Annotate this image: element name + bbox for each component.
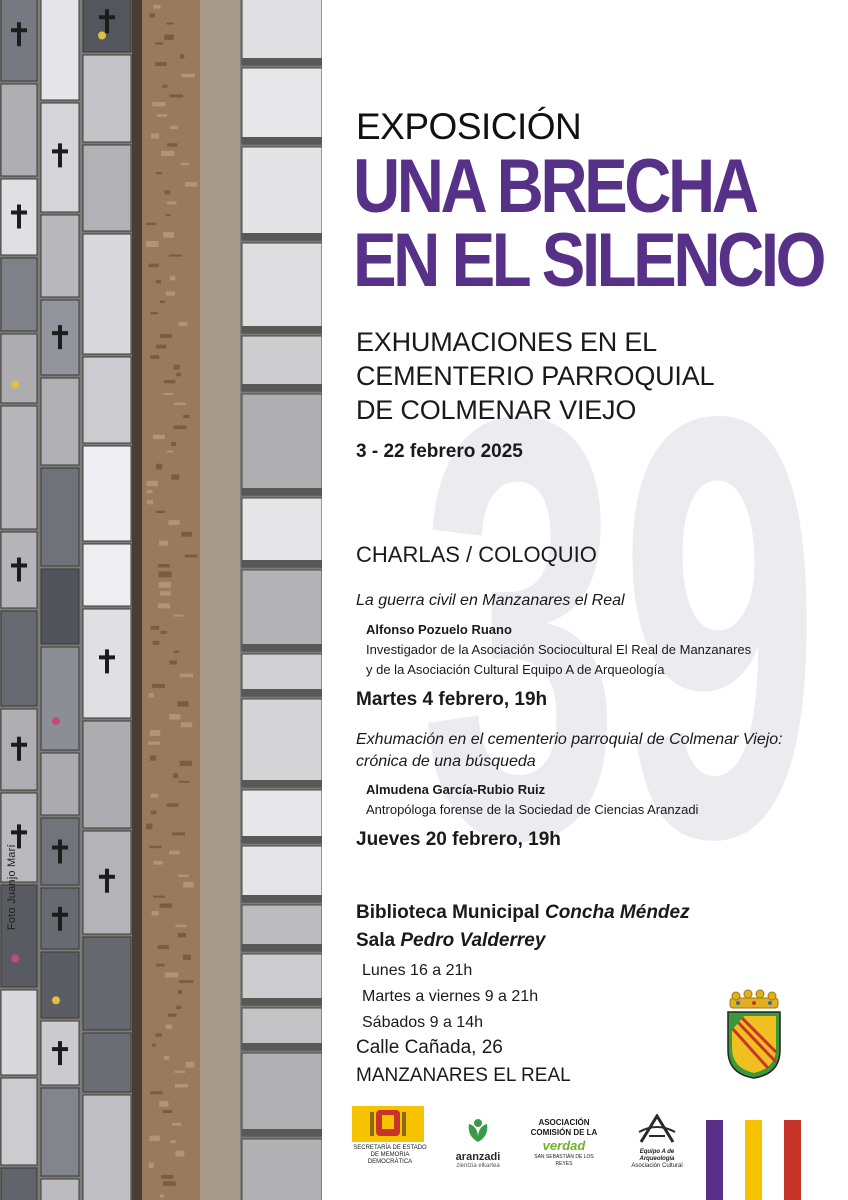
talk-1-date: Martes 4 febrero, 19h	[356, 689, 548, 710]
opening-hours	[362, 958, 538, 1036]
tomb-slab	[83, 55, 131, 142]
soil-texture	[153, 5, 160, 9]
subtitle-line-1: EXHUMACIONES EN EL	[356, 327, 657, 357]
tomb-slab	[83, 937, 131, 1030]
soil-texture	[150, 730, 160, 736]
tomb-slab	[242, 846, 322, 902]
soil-texture	[146, 223, 156, 225]
tomb-edge-shadow	[242, 1043, 322, 1050]
soil-texture	[170, 276, 175, 281]
soil-texture	[174, 403, 186, 405]
venue-room	[356, 930, 545, 952]
talk-1-desc-line-1: Investigador de la Asociación Sociocultural El Real de Manzanares	[366, 642, 752, 657]
soil-texture	[164, 380, 175, 383]
soil-texture	[160, 591, 171, 595]
tomb-slab	[41, 1088, 79, 1176]
soil-texture	[181, 722, 192, 727]
tomb-slab	[41, 468, 79, 566]
soil-texture	[171, 442, 176, 446]
soil-texture	[165, 972, 178, 977]
soil-texture	[153, 896, 165, 898]
soil-texture	[163, 1110, 172, 1113]
soil-texture	[169, 714, 181, 720]
exhibition-subtitle	[356, 325, 714, 427]
soil-texture	[170, 94, 184, 97]
soil-texture	[147, 490, 153, 493]
soil-texture	[178, 875, 189, 877]
soil-texture	[158, 571, 171, 577]
soil-texture	[176, 373, 181, 377]
soil-texture	[160, 631, 167, 634]
tomb-slab	[242, 498, 322, 567]
logo-aranzadi	[448, 1118, 508, 1169]
soil-texture	[149, 693, 154, 698]
tomb-slab	[83, 1095, 131, 1200]
tomb-slab	[41, 215, 79, 297]
tomb-slab	[242, 1053, 322, 1136]
soil-texture	[149, 1163, 154, 1169]
soil-texture	[150, 1091, 163, 1094]
soil-texture	[152, 1044, 156, 1047]
soil-texture	[164, 34, 174, 40]
tricolor-bars	[706, 1120, 802, 1200]
soil-texture	[149, 846, 161, 848]
soil-texture	[167, 451, 173, 453]
tomb-edge-shadow	[242, 944, 322, 951]
soil-texture	[164, 1056, 170, 1060]
soil-texture	[174, 1071, 185, 1073]
soil-texture	[166, 214, 171, 216]
flag-bar-yellow	[745, 1120, 762, 1200]
soil-texture	[160, 1195, 164, 1198]
flowers	[98, 32, 106, 40]
venue-room-name: Pedro Valderrey	[400, 930, 546, 951]
address-town: MANZANARES EL REAL	[356, 1065, 571, 1086]
verdad-line-4: SAN SEBASTIÁN DE LOS REYES	[534, 1154, 594, 1167]
tomb-slab	[83, 544, 131, 606]
soil-texture	[185, 555, 198, 558]
tomb-slab	[41, 0, 79, 100]
tomb-slab	[83, 145, 131, 231]
tomb-edge-shadow	[242, 326, 322, 333]
tomb-slab	[1, 334, 37, 403]
tomb-edge-shadow	[242, 644, 322, 651]
soil-texture	[173, 773, 178, 778]
verdad-line-1: ASOCIACIÓN	[538, 1118, 590, 1127]
soil-texture	[166, 292, 175, 296]
soil-texture	[156, 345, 166, 349]
soil-texture	[160, 334, 171, 338]
soil-texture	[171, 474, 179, 479]
talk-2-date: Jueves 20 febrero, 19h	[356, 829, 561, 850]
soil-texture	[156, 511, 165, 513]
soil-texture	[152, 911, 159, 916]
soil-texture	[175, 1151, 184, 1157]
tomb-slab	[1, 611, 37, 706]
soil-texture	[174, 425, 187, 429]
tomb-slab	[41, 378, 79, 465]
tomb-slab	[1, 84, 37, 176]
tomb-edge-shadow	[242, 689, 322, 696]
venue-library-prefix: Biblioteca Municipal	[356, 902, 545, 923]
soil-texture	[156, 280, 161, 283]
soil-texture	[158, 564, 170, 567]
gov-label-line-2: DE MEMORIA	[370, 1152, 410, 1158]
tomb-slab	[83, 357, 131, 443]
tomb-slab	[242, 790, 322, 843]
title-line-1: UNA BRECHA	[353, 144, 756, 229]
soil-texture	[186, 1062, 195, 1068]
soil-texture	[181, 532, 192, 537]
tomb-slab	[242, 0, 322, 65]
soil-texture	[179, 781, 190, 783]
tomb-edge-shadow	[242, 1129, 322, 1136]
aranzadi-leaf-icon	[463, 1118, 493, 1144]
soil-texture	[160, 301, 165, 304]
soil-texture	[176, 1006, 181, 1009]
talk-2-title	[356, 729, 783, 773]
soil-texture	[181, 163, 189, 165]
soil-texture	[166, 1025, 172, 1029]
flowers	[11, 380, 19, 388]
soil-texture	[173, 651, 179, 653]
talk-2-speaker: Almudena García-Rubio Ruiz	[366, 782, 546, 797]
talk-2-title-line-2: crónica de una búsqueda	[356, 753, 536, 770]
tomb-edge-shadow	[242, 998, 322, 1005]
soil-texture	[155, 42, 163, 44]
soil-texture	[170, 1140, 175, 1143]
tomb-slab	[41, 753, 79, 815]
exhibition-title	[353, 144, 823, 303]
talk-1-title: La guerra civil en Manzanares el Real	[356, 592, 625, 609]
tomb-edge-shadow	[242, 384, 322, 391]
flag-bar-red	[784, 1120, 801, 1200]
soil-texture	[151, 811, 157, 815]
soil-texture	[170, 126, 177, 129]
exhibition-kicker: EXPOSICIÓN	[356, 106, 582, 147]
tomb-slab	[242, 147, 322, 240]
talks-heading: CHARLAS / COLOQUIO	[356, 542, 597, 567]
soil-texture	[183, 415, 189, 418]
soil-texture	[151, 312, 158, 314]
venue-room-prefix: Sala	[356, 930, 401, 951]
soil-texture	[151, 133, 159, 138]
soil-texture	[180, 761, 192, 766]
soil-texture	[162, 85, 167, 88]
talk-1-speaker-desc	[366, 640, 751, 680]
soil-texture	[146, 241, 158, 247]
cemetery-photo-drawing	[0, 0, 322, 1200]
tomb-slab	[83, 234, 131, 354]
verdad-line-3: verdad	[542, 1138, 586, 1153]
soil-texture	[169, 851, 179, 855]
soil-texture	[172, 832, 185, 835]
soil-texture	[183, 955, 191, 960]
soil-texture	[161, 151, 174, 156]
soil-texture	[156, 464, 162, 470]
soil-texture	[159, 541, 168, 546]
aerial-cemetery-photo	[0, 0, 322, 1200]
tomb-edge-shadow	[242, 895, 322, 902]
talk-1-desc-line-2: y de la Asociación Cultural Equipo A de Arqueología	[366, 662, 665, 677]
soil-texture	[159, 582, 171, 588]
soil-texture	[178, 701, 189, 706]
tomb-slab	[41, 1179, 79, 1200]
soil-texture	[167, 803, 179, 806]
soil-texture	[169, 255, 182, 257]
tomb-slab	[242, 954, 322, 1005]
soil-texture	[157, 114, 167, 117]
tomb-edge-shadow	[242, 780, 322, 787]
soil-texture	[170, 661, 177, 665]
title-line-2: EN EL SILENCIO	[353, 218, 823, 303]
soil-texture	[146, 824, 152, 830]
soil-texture	[152, 102, 165, 106]
talk-1-speaker: Alfonso Pozuelo Ruano	[366, 622, 512, 637]
soil-texture	[178, 990, 182, 994]
soil-texture	[147, 481, 158, 486]
hours-line-2: Martes a viernes 9 a 21h	[362, 988, 539, 1005]
exhibition-dates: 3 - 22 febrero 2025	[356, 441, 523, 462]
soil-texture	[150, 355, 159, 359]
soil-texture	[163, 232, 174, 238]
venue-library	[356, 902, 690, 924]
soil-texture	[155, 1033, 161, 1036]
soil-texture	[181, 74, 194, 78]
tomb-slab	[1, 990, 37, 1075]
spain-shield-icon	[352, 1106, 424, 1142]
soil-texture	[150, 756, 156, 761]
soil-texture	[175, 925, 186, 928]
gov-label-line-1: SECRETARÍA DE ESTADO	[353, 1145, 427, 1151]
soil-texture	[161, 1175, 173, 1179]
soil-texture	[185, 182, 197, 186]
hours-line-3: Sábados 9 a 14h	[362, 1014, 483, 1031]
soil-texture	[160, 903, 173, 907]
soil-texture	[180, 674, 194, 678]
soil-texture	[153, 861, 162, 865]
soil-texture	[149, 264, 159, 267]
gravel-path	[200, 0, 240, 1200]
soil-texture	[149, 13, 155, 17]
soil-texture	[166, 22, 173, 24]
soil-texture	[148, 742, 160, 745]
tomb-slab	[1, 1168, 37, 1200]
soil-texture	[173, 614, 183, 616]
soil-texture	[147, 500, 153, 504]
soil-texture	[164, 393, 173, 395]
tomb-slab	[41, 952, 79, 1018]
soil-texture	[168, 1014, 177, 1017]
verdad-line-2: COMISIÓN DE LA	[530, 1128, 598, 1137]
soil-texture	[183, 882, 193, 888]
address	[356, 1034, 571, 1090]
aranzadi-tagline: zientzia elkartea	[456, 1163, 500, 1169]
tomb-edge-shadow	[242, 233, 322, 240]
venue-library-name: Concha Méndez	[544, 902, 690, 923]
soil-texture	[152, 684, 165, 688]
soil-texture	[174, 365, 180, 370]
soil-texture	[156, 964, 164, 967]
soil-texture	[169, 520, 180, 525]
municipal-coat-of-arms	[724, 988, 784, 1080]
soil-texture	[179, 322, 188, 326]
flag-bar-purple	[706, 1120, 723, 1200]
soil-texture	[175, 1084, 188, 1087]
soil-texture	[151, 794, 158, 798]
coat-of-arms-icon	[352, 1106, 424, 1142]
tomb-slab	[1, 406, 37, 529]
address-street: Calle Cañada, 26	[356, 1037, 503, 1058]
tomb-slab	[242, 570, 322, 651]
tomb-slab	[1, 1078, 37, 1165]
equipo-line-2: Asociación Cultural	[631, 1163, 683, 1169]
tomb-slab	[242, 243, 322, 333]
tomb-slab	[242, 336, 322, 391]
soil-texture	[158, 603, 170, 608]
equipo-line-1: Equipo A de Arqueología	[639, 1149, 675, 1162]
tomb-slab	[41, 569, 79, 644]
tomb-edge-shadow	[242, 137, 322, 144]
soil-texture	[153, 641, 160, 645]
soil-texture	[167, 143, 177, 147]
talk-2-speaker-desc: Antropóloga forense de la Sociedad de Ciencias Aranzadi	[366, 802, 699, 817]
tomb-slab	[83, 446, 131, 541]
tomb-edge-shadow	[242, 58, 322, 65]
flowers	[52, 996, 60, 1004]
logo-comision-verdad	[528, 1118, 600, 1168]
soil-texture	[165, 190, 171, 194]
soil-texture	[156, 172, 162, 174]
photo-credit: Foto Juanjo Marí	[6, 844, 18, 930]
soil-texture	[158, 945, 169, 949]
tomb-edge-shadow	[242, 560, 322, 567]
tomb-edge-shadow	[242, 488, 322, 495]
logo-equipo-a-arqueologia	[622, 1114, 692, 1170]
aranzadi-name: aranzadi	[455, 1151, 501, 1163]
soil-texture	[167, 201, 177, 204]
equipo-a-icon	[635, 1114, 679, 1144]
soil-texture	[150, 1136, 160, 1141]
hours-line-1: Lunes 16 a 21h	[362, 962, 473, 979]
soil-texture	[179, 980, 193, 983]
gov-label-line-3: DEMOCRÁTICA	[367, 1159, 413, 1165]
tomb-slab	[1, 258, 37, 331]
tomb-slab	[242, 1139, 322, 1200]
subtitle-line-3: DE COLMENAR VIEJO	[356, 395, 637, 425]
gov-label	[352, 1145, 428, 1166]
flowers	[52, 717, 60, 725]
soil-texture	[180, 54, 184, 58]
tomb-edge-shadow	[242, 836, 322, 843]
excavation-trench	[142, 0, 200, 1200]
soil-texture	[155, 62, 166, 66]
flowers	[11, 955, 19, 963]
soil-texture	[178, 933, 186, 937]
tomb-slab	[242, 699, 322, 787]
soil-texture	[163, 1181, 176, 1185]
soil-texture	[153, 435, 165, 439]
tomb-slab	[242, 68, 322, 144]
talk-2-title-line-1: Exhumación en el cementerio parroquial de Colmenar Viejo:	[356, 731, 783, 748]
tomb-slab	[83, 1033, 131, 1092]
logo-secretaria-memoria-democratica	[352, 1106, 428, 1166]
subtitle-line-2: CEMENTERIO PARROQUIAL	[356, 361, 715, 391]
trench-shadow	[132, 0, 142, 1200]
soil-texture	[159, 1101, 168, 1107]
tomb-slab	[41, 647, 79, 750]
tomb-slab	[83, 721, 131, 828]
soil-texture	[151, 626, 160, 630]
tomb-slab	[242, 394, 322, 495]
soil-texture	[172, 1123, 181, 1126]
svg-text:39: 39	[420, 315, 820, 875]
